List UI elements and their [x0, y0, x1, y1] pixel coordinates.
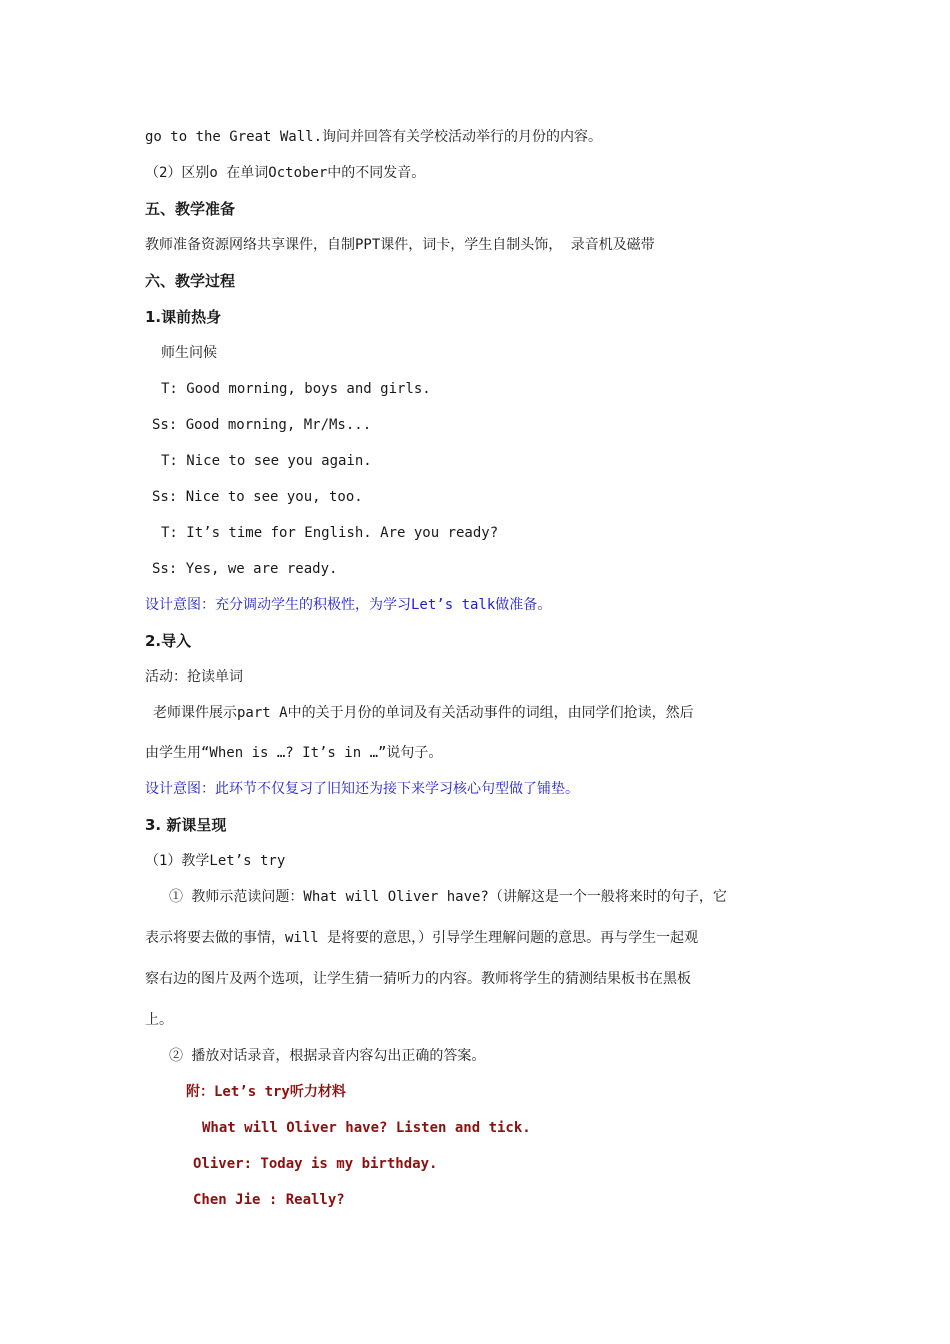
- step-2-paragraph-line-2: 由学生用“When is …? It’s in …”说句子。: [145, 745, 443, 761]
- step-2-activity: 活动：抢读单词: [145, 669, 243, 685]
- step-3-sub-1: （1）教学Let’s try: [145, 853, 286, 869]
- dialogue-line: Ss: Yes, we are ready.: [152, 561, 338, 577]
- step-3-item-1-line-1: ① 教师示范读问题：What will Oliver have?（讲解这是一个一般将来时的句子，它: [169, 889, 727, 905]
- appendix-line: Oliver: Today is my birthday.: [193, 1156, 438, 1172]
- appendix-line: Chen Jie : Really?: [193, 1192, 345, 1208]
- section-5-heading: 五、教学准备: [145, 200, 236, 218]
- appendix-title: 附：Let’s try听力材料: [186, 1084, 346, 1100]
- step-1-heading: 1.课前热身: [145, 308, 222, 326]
- section-5-body: 教师准备资源网络共享课件，自制PPT课件，词卡，学生自制头饰， 录音机及磁带: [145, 237, 655, 253]
- step-1-intro: 师生问候: [161, 345, 217, 361]
- intro-line-2: （2）区别o 在单词October中的不同发音。: [145, 165, 426, 181]
- step-2-heading: 2.导入: [145, 632, 192, 650]
- step-3-item-2: ② 播放对话录音，根据录音内容勾出正确的答案。: [169, 1048, 486, 1064]
- step-2-design-note: 设计意图：此环节不仅复习了旧知还为接下来学习核心句型做了铺垫。: [145, 781, 579, 797]
- step-3-item-1-line-3: 察右边的图片及两个选项，让学生猜一猜听力的内容。教师将学生的猜测结果板书在黑板: [145, 971, 691, 987]
- dialogue-line: T: Good morning, boys and girls.: [161, 381, 431, 397]
- dialogue-line: Ss: Nice to see you, too.: [152, 489, 363, 505]
- dialogue-line: T: It’s time for English. Are you ready?: [161, 525, 499, 541]
- dialogue-line: T: Nice to see you again.: [161, 453, 372, 469]
- step-1-design-note: 设计意图：充分调动学生的积极性，为学习Let’s talk做准备。: [145, 597, 552, 613]
- section-6-heading: 六、教学过程: [145, 272, 236, 290]
- step-3-item-1-line-2: 表示将要去做的事情，will 是将要的意思，）引导学生理解问题的意思。再与学生一起观: [145, 930, 699, 946]
- step-3-heading: 3. 新课呈现: [145, 816, 227, 834]
- appendix-line: What will Oliver have? Listen and tick.: [202, 1120, 531, 1136]
- intro-line-1: go to the Great Wall.询问并回答有关学校活动举行的月份的内容。: [145, 129, 603, 145]
- dialogue-line: Ss: Good morning, Mr/Ms...: [152, 417, 372, 433]
- step-2-paragraph-line-1: 老师课件展示part A中的关于月份的单词及有关活动事件的词组，由同学们抢读，然后: [153, 705, 694, 721]
- step-3-item-1-line-4: 上。: [145, 1012, 173, 1028]
